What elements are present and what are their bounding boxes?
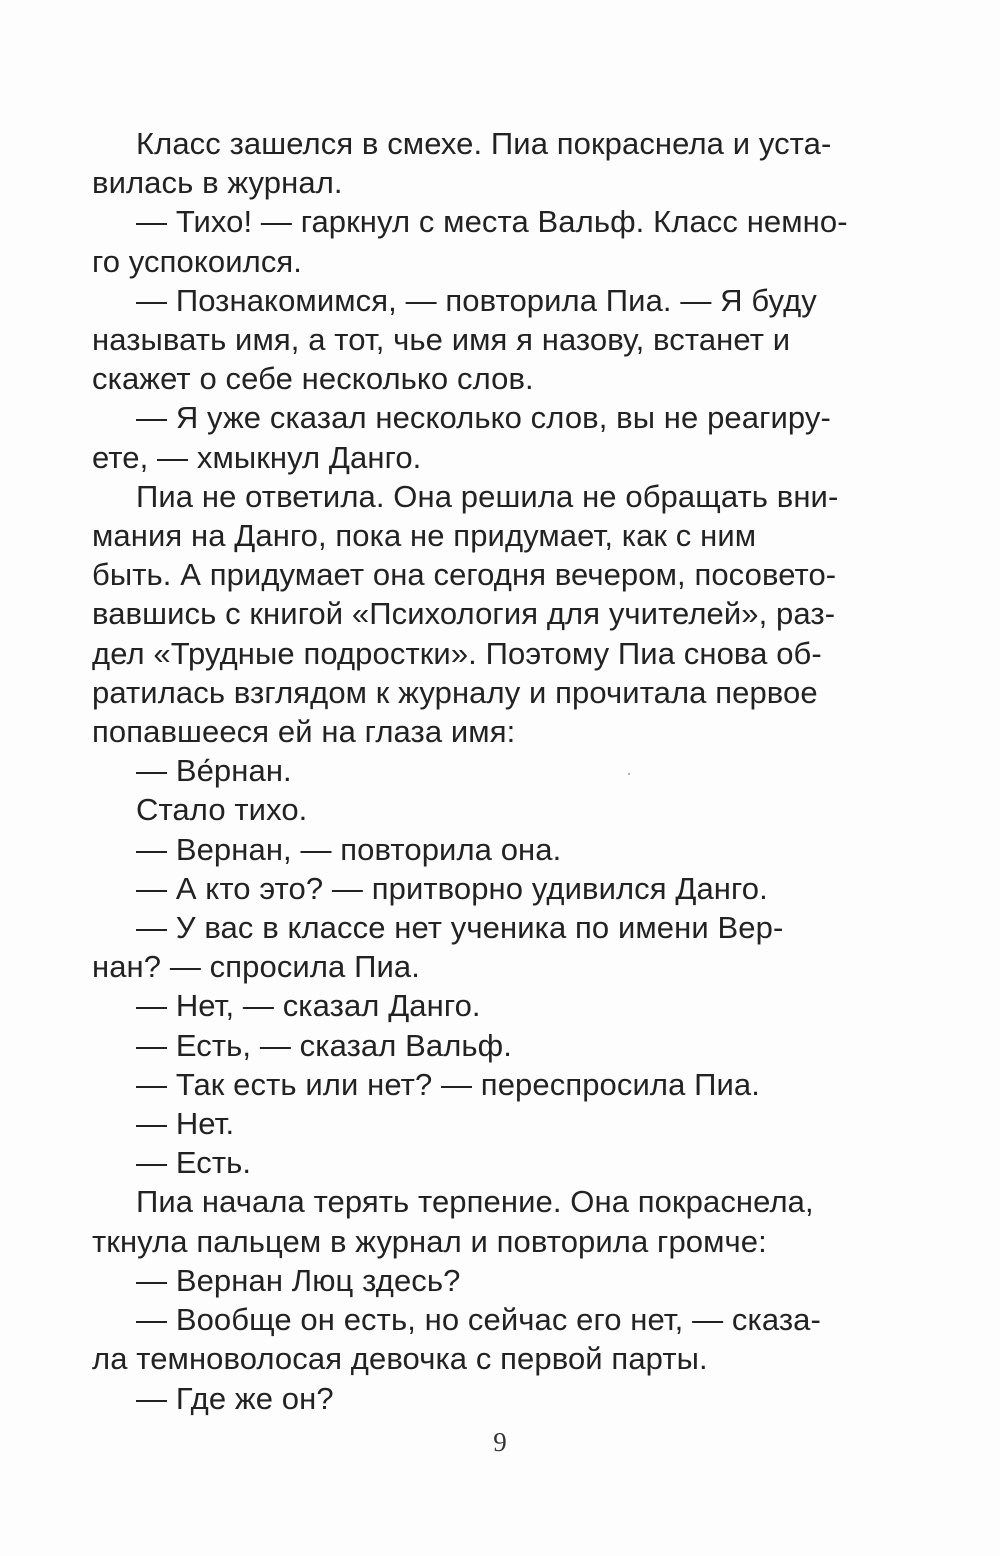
paragraph: Класс зашелся в смехе. Пиа покраснела и уста- вилась в журнал. bbox=[92, 126, 832, 201]
paragraph: — Вернан, — повторила она. bbox=[136, 831, 562, 867]
paragraph: — Есть, — сказал Вальф. bbox=[136, 1027, 512, 1063]
paragraph: — Нет, — сказал Данго. bbox=[136, 988, 481, 1024]
paragraph: Пиа начала терять терпение. Она покраснела, ткнула пальцем в журнал и повторила громче: bbox=[92, 1184, 814, 1259]
paragraph: — Вообще он есть, но сейчас его нет, — сказа- ла темноволосая девочка с первой парты. bbox=[92, 1302, 821, 1377]
paragraph: — Так есть или нет? — переспросила Пиа. bbox=[136, 1066, 760, 1102]
print-speck bbox=[628, 773, 630, 775]
paragraph: — Вернан Люц здесь? bbox=[136, 1262, 461, 1298]
paragraph: — А кто это? — притворно удивился Данго. bbox=[136, 870, 768, 906]
page-number: 9 bbox=[493, 1427, 507, 1457]
paragraph: Пиа не ответила. Она решила не обращать вни- мания на Данго, пока не придумает, как с ним быть. А придумает она сегодня вечером, посовето- вавшись с книгой «Психология для учителей», раз- дел «Трудные подростки». Поэтому Пиа снова об- ратилась взглядом к журналу и прочитала первое попавшееся ей на глаза имя: bbox=[92, 478, 839, 750]
paragraph: — Познакомимся, — повторила Пиа. — Я буду называть имя, а тот, чье имя я назову, встанет и скажет о себе несколько слов. bbox=[92, 282, 817, 397]
paragraph: — Ве́рнан. bbox=[136, 753, 292, 789]
paragraph: — Где же он? bbox=[136, 1380, 334, 1416]
paragraph: — Есть. bbox=[136, 1145, 252, 1181]
paragraph: — У вас в классе нет ученика по имени Вер- нан? — спросила Пиа. bbox=[92, 910, 784, 985]
paragraph: — Нет. bbox=[136, 1106, 235, 1142]
paragraph: Стало тихо. bbox=[136, 792, 308, 828]
paragraph: — Тихо! — гаркнул с места Вальф. Класс немно- го успокоился. bbox=[92, 204, 848, 279]
body-text bbox=[92, 124, 872, 1418]
paragraph: — Я уже сказал несколько слов, вы не реагиру- ете, — хмыкнул Данго. bbox=[92, 400, 831, 475]
